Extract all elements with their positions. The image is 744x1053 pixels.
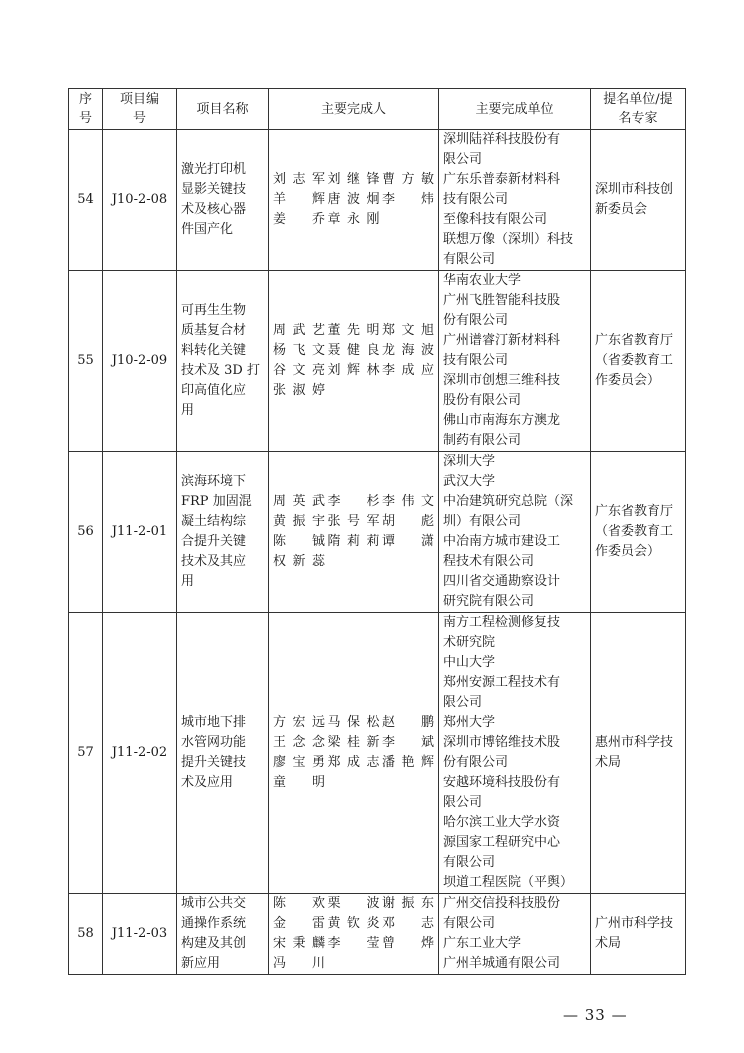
project-name-line: 可再生生物: [181, 303, 247, 318]
contributor-row: [273, 733, 434, 753]
contributor-name: [328, 954, 380, 974]
contributor-name: 李 斌: [382, 735, 434, 750]
unit-line: 南方工程检测修复技: [443, 615, 561, 630]
contributor-name: 刘辉林: [327, 363, 380, 378]
unit-line: 深圳大学: [443, 454, 496, 469]
contributor-name: 董先明: [327, 323, 380, 338]
nominating-unit: 广东省教育厅（省委教育工作委员会）: [591, 452, 686, 613]
main-contributors: [269, 452, 439, 613]
table-header-row: [69, 89, 686, 130]
unit-line: 武汉大学: [443, 474, 496, 489]
unit-line: 有限公司: [443, 916, 496, 931]
contributor-row: [273, 753, 434, 773]
contributor-name: 冯 川: [273, 956, 325, 971]
project-name-line: 合提升关键: [181, 534, 247, 549]
contributor-name: 郑成志: [327, 755, 380, 770]
project-name-line: 质基复合材: [181, 323, 247, 338]
project-name-line: 用: [181, 403, 195, 418]
project-name: [177, 271, 269, 452]
contributor-row: [273, 321, 434, 341]
contributor-row: [273, 190, 434, 210]
project-name-line: 显影关键技: [181, 182, 247, 197]
contributor-name: 张淑婷: [273, 383, 325, 398]
nominating-unit: 广州市科学技术局: [591, 894, 686, 975]
main-contributors: [269, 894, 439, 975]
contributor-name: 姜 乔: [273, 212, 325, 227]
table-row: [69, 894, 686, 975]
unit-line: 研究院有限公司: [443, 594, 535, 609]
contributor-row: [273, 341, 434, 361]
contributor-row: [273, 170, 434, 190]
project-code: J11-2-01: [103, 452, 177, 613]
contributor-name: 潘艳辉: [382, 755, 434, 770]
project-code: J10-2-09: [103, 271, 177, 452]
unit-line: 广东乐普泰新材料科: [443, 172, 561, 187]
project-name-line: 城市地下排: [181, 715, 247, 730]
unit-line: 限公司: [443, 795, 483, 810]
contributor-name: 李 莹: [327, 936, 380, 951]
project-name-line: 城市公共交: [181, 896, 247, 911]
contributor-name: 童 明: [273, 775, 325, 790]
contributor-name: 张号军: [327, 514, 380, 529]
contributor-name: 陈 欢: [273, 896, 325, 911]
contributor-name: 李成应: [382, 363, 434, 378]
unit-line: 限公司: [443, 695, 483, 710]
row-number: 56: [69, 452, 103, 613]
project-name: [177, 894, 269, 975]
contributor-name: 权新蕊: [273, 554, 325, 569]
project-code: J10-2-08: [103, 130, 177, 271]
row-number: 57: [69, 613, 103, 894]
unit-line: 程技术有限公司: [443, 554, 535, 569]
contributor-name: 曹方敏: [382, 172, 434, 187]
contributor-name: 方宏远: [273, 715, 325, 730]
contributor-name: [328, 381, 380, 401]
contributor-name: 羊 辉: [273, 192, 325, 207]
main-contributors: [269, 271, 439, 452]
main-contributors: [269, 613, 439, 894]
main-units: [439, 894, 591, 975]
contributor-row: [273, 532, 434, 552]
contributor-name: 王念念: [273, 735, 325, 750]
contributor-row: [273, 713, 434, 733]
contributor-row: [273, 934, 434, 954]
header-nominator: 提名单位/提名专家: [591, 89, 686, 130]
unit-line: 中冶建筑研究总院（深: [443, 494, 574, 509]
table-row: [69, 271, 686, 452]
unit-line: 四川省交通勘察设计: [443, 574, 561, 589]
project-name: [177, 613, 269, 894]
project-code: J11-2-02: [103, 613, 177, 894]
contributor-name: 曾 烨: [382, 936, 434, 951]
contributor-row: [273, 894, 434, 914]
project-name-line: 件国产化: [181, 222, 234, 237]
project-name-line: 滨海环境下: [181, 474, 247, 489]
main-units: [439, 452, 591, 613]
header-name: 项目名称: [177, 89, 269, 130]
unit-line: 郑州大学: [443, 715, 496, 730]
header-units: 主要完成单位: [439, 89, 591, 130]
contributor-name: 刘继锋: [327, 172, 380, 187]
contributor-name: 赵 鹏: [382, 715, 434, 730]
project-name-line: 新应用: [181, 956, 221, 971]
unit-line: 制药有限公司: [443, 433, 522, 448]
contributor-name: 宋秉麟: [273, 936, 325, 951]
unit-line: 至像科技有限公司: [443, 212, 548, 227]
contributor-name: 谷文亮: [273, 363, 325, 378]
unit-line: 佛山市南海东方澳龙: [443, 413, 561, 428]
project-code: J11-2-03: [103, 894, 177, 975]
row-number: 54: [69, 130, 103, 271]
contributor-name: 聂健良: [327, 343, 380, 358]
unit-line: 中冶南方城市建设工: [443, 534, 561, 549]
contributor-name: 邓 志: [382, 916, 434, 931]
unit-line: 深圳市博铭维技术股: [443, 735, 561, 750]
nominating-unit: 惠州市科学技术局: [591, 613, 686, 894]
project-name-line: 用: [181, 574, 195, 589]
unit-line: 源国家工程研究中心: [443, 835, 561, 850]
contributor-name: 杨飞文: [273, 343, 325, 358]
contributor-row: [273, 361, 434, 381]
header-code: 项目编号: [103, 89, 177, 130]
project-name-line: 激光打印机: [181, 162, 247, 177]
project-name-line: 技术及 3D 打: [181, 363, 260, 378]
contributor-name: 李 炜: [382, 192, 434, 207]
unit-line: 份有限公司: [443, 313, 509, 328]
unit-line: 坝道工程医院（平舆）: [443, 875, 574, 890]
contributor-row: [273, 381, 434, 401]
contributor-name: 马保松: [327, 715, 380, 730]
unit-line: 股份有限公司: [443, 393, 522, 408]
contributor-row: [273, 512, 434, 532]
contributor-name: 郑文旭: [382, 323, 434, 338]
contributor-name: 廖宝勇: [273, 755, 325, 770]
project-name-line: 技术及其应: [181, 554, 247, 569]
unit-line: 哈尔滨工业大学水资: [443, 815, 561, 830]
main-units: [439, 130, 591, 271]
unit-line: 广州谱睿汀新材料科: [443, 333, 561, 348]
project-name-line: 凝土结构综: [181, 514, 247, 529]
contributor-name: [382, 210, 434, 230]
contributor-row: [273, 492, 434, 512]
contributor-row: [273, 210, 434, 230]
nominating-unit: 深圳市科技创新委员会: [591, 130, 686, 271]
contributor-name: [328, 552, 380, 572]
unit-line: 联想万像（深圳）科技: [443, 232, 574, 247]
header-people: 主要完成人: [269, 89, 439, 130]
project-name-line: FRP 加固混: [181, 494, 252, 509]
unit-line: 广东工业大学: [443, 936, 522, 951]
contributor-name: 陈 铖: [273, 534, 325, 549]
unit-line: 深圳市创想三维科技: [443, 373, 561, 388]
project-name: [177, 452, 269, 613]
project-name-line: 水管网功能: [181, 735, 247, 750]
unit-line: 有限公司: [443, 855, 496, 870]
contributor-name: 黄振宇: [273, 514, 325, 529]
contributor-row: [273, 954, 434, 974]
contributor-name: 刘志军: [273, 172, 325, 187]
project-name-line: 构建及其创: [181, 936, 247, 951]
contributor-name: 周英武: [273, 494, 325, 509]
nominating-unit: 广东省教育厅（省委教育工作委员会）: [591, 271, 686, 452]
unit-line: 广州飞胜智能科技股: [443, 293, 561, 308]
table-row: [69, 130, 686, 271]
unit-line: 圳）有限公司: [443, 514, 522, 529]
row-number: 55: [69, 271, 103, 452]
contributor-name: 周武艺: [273, 323, 325, 338]
award-table: [68, 88, 686, 975]
contributor-name: [382, 552, 434, 572]
project-name: [177, 130, 269, 271]
contributor-name: [328, 773, 380, 793]
contributor-name: 金 雷: [273, 916, 325, 931]
contributor-name: 龙海波: [382, 343, 434, 358]
contributor-row: [273, 914, 434, 934]
project-name-line: 术及应用: [181, 775, 234, 790]
project-name-line: 料转化关键: [181, 343, 247, 358]
unit-line: 有限公司: [443, 252, 496, 267]
project-name-line: 术及核心器: [181, 202, 247, 217]
unit-line: 术研究院: [443, 635, 496, 650]
project-name-line: 通操作系统: [181, 916, 247, 931]
project-name-line: 提升关键技: [181, 755, 247, 770]
table-row: [69, 452, 686, 613]
contributor-name: 胡 彪: [382, 514, 434, 529]
contributor-name: 隋莉莉: [327, 534, 380, 549]
contributor-name: 李 杉: [327, 494, 380, 509]
contributor-name: 章永刚: [327, 212, 380, 227]
contributor-row: [273, 552, 434, 572]
contributor-name: 栗 波: [327, 896, 380, 911]
contributor-name: 黄钦炎: [327, 916, 380, 931]
main-contributors: [269, 130, 439, 271]
unit-line: 技有限公司: [443, 353, 509, 368]
page-number: — 33 —: [563, 1006, 628, 1024]
unit-line: 广州羊城通有限公司: [443, 956, 561, 971]
contributor-name: 李伟文: [382, 494, 434, 509]
contributor-name: 梁桂新: [327, 735, 380, 750]
contributor-name: 谭 潇: [382, 534, 434, 549]
contributor-name: [382, 954, 434, 974]
contributor-name: 唐波炯: [327, 192, 380, 207]
unit-line: 郑州安源工程技术有: [443, 675, 561, 690]
unit-line: 广州交信投科技股份: [443, 896, 561, 911]
row-number: 58: [69, 894, 103, 975]
contributor-name: 谢振东: [382, 896, 434, 911]
main-units: [439, 271, 591, 452]
unit-line: 华南农业大学: [443, 273, 522, 288]
unit-line: 份有限公司: [443, 755, 509, 770]
unit-line: 技有限公司: [443, 192, 509, 207]
contributor-name: [382, 773, 434, 793]
table-row: [69, 613, 686, 894]
header-no: 序号: [69, 89, 103, 130]
unit-line: 限公司: [443, 152, 483, 167]
main-units: [439, 613, 591, 894]
project-name-line: 印高值化应: [181, 383, 247, 398]
unit-line: 安越环境科技股份有: [443, 775, 561, 790]
contributor-row: [273, 773, 434, 793]
unit-line: 中山大学: [443, 655, 496, 670]
unit-line: 深圳陆祥科技股份有: [443, 132, 561, 147]
contributor-name: [382, 381, 434, 401]
